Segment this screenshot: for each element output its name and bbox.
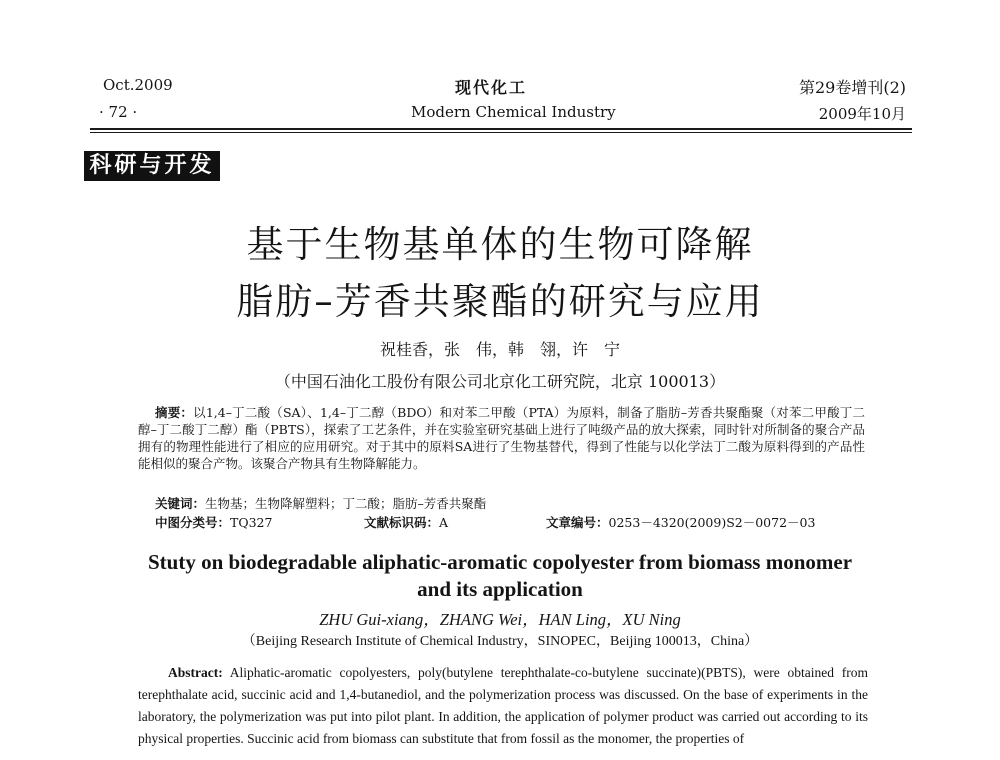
affiliation-en: （Beijing Research Institute of Chemical Industry，SINOPEC，Beijing 100013，China）: [241, 634, 759, 649]
clc-value: TQ327: [230, 515, 273, 530]
journal-title-en: Modern Chemical Industry: [411, 103, 616, 121]
authors-en: ZHU Gui-xiang，ZHANG Wei，HAN Ling，XU Ning: [319, 610, 681, 629]
keywords-zh-text: 生物基；生物降解塑料；丁二酸；脂肪–芳香共聚酯: [205, 496, 487, 511]
header-rule-thin: [90, 132, 912, 133]
article-number-label: 文章编号：: [546, 515, 609, 530]
affiliation-zh: （中国石油化工股份有限公司北京化工研究院，北京 100013）: [274, 372, 726, 391]
title-zh-line2: 脂肪–芳香共聚酯的研究与应用: [236, 280, 764, 323]
header-date: Oct.2009: [103, 76, 173, 94]
abstract-en-label: Abstract:: [168, 665, 223, 680]
keywords-zh-label: 关键词：: [155, 496, 206, 511]
document-code-value: A: [439, 515, 449, 530]
authors-zh: 祝桂香，张 伟，韩 翎，许 宁: [379, 340, 620, 359]
clc-number: [155, 513, 272, 531]
abstract-en-text: Aliphatic-aromatic copolyesters, poly(butylene terephthalate-co-butylene succinate)(PBTS), were obtained from terephthalate acid, succinic acid and 1,4-butanediol, and the polymerization process was discussed. On the base of experiments in the laboratory, the polymerization was put into pilot plant. In addition, the application of polymer product was carried out according to its physical properties. Succinic acid from biomass can substitute that from fossil as the monomer, the properties of: [138, 665, 868, 746]
document-code-label: 文献标识码：: [364, 515, 440, 530]
header-volume: 第29卷增刊(2): [798, 78, 906, 97]
document-code: [364, 513, 448, 531]
abstract-zh: [138, 404, 865, 472]
header-issue-date: 2009年10月: [818, 105, 906, 123]
header-rule-thick: [90, 128, 912, 130]
article-number: [546, 513, 815, 531]
journal-title-zh: 现代化工: [455, 78, 528, 97]
clc-label: 中图分类号：: [155, 515, 231, 530]
abstract-zh-label: 摘要：: [155, 405, 194, 420]
article-number-value: 0253－4320(2009)S2－0072－03: [608, 515, 816, 530]
column-label: 科研与开发: [84, 151, 220, 181]
abstract-en: [138, 662, 868, 750]
title-en-line2: and its application: [417, 577, 583, 601]
keywords-zh: [155, 494, 486, 512]
title-zh-line1: 基于生物基单体的生物可降解: [246, 223, 754, 266]
header-page-number: · 72 ·: [99, 103, 138, 121]
abstract-zh-text: 以1,4–丁二酸（SA）、1,4–丁二醇（BDO）和对苯二甲酸（PTA）为原料，制备了脂肪–芳香共聚酯聚（对苯二甲酸丁二醇–丁二酸丁二醇）酯（PBTS），探索了工艺条件，并在实验室研究基础上进行了吨级产品的放大探索，同时针对所制备的聚合产品拥有的物理性能进行了相应的应用研究。对于其中的原料SA进行了生物基替代，得到了性能与以化学法丁二酸为原料得到的产品性能相似的聚合产物。该聚合产物具有生物降解能力。: [138, 405, 865, 471]
title-en-line1: Stuty on biodegradable aliphatic-aromatic copolyester from biomass monomer: [147, 550, 853, 574]
